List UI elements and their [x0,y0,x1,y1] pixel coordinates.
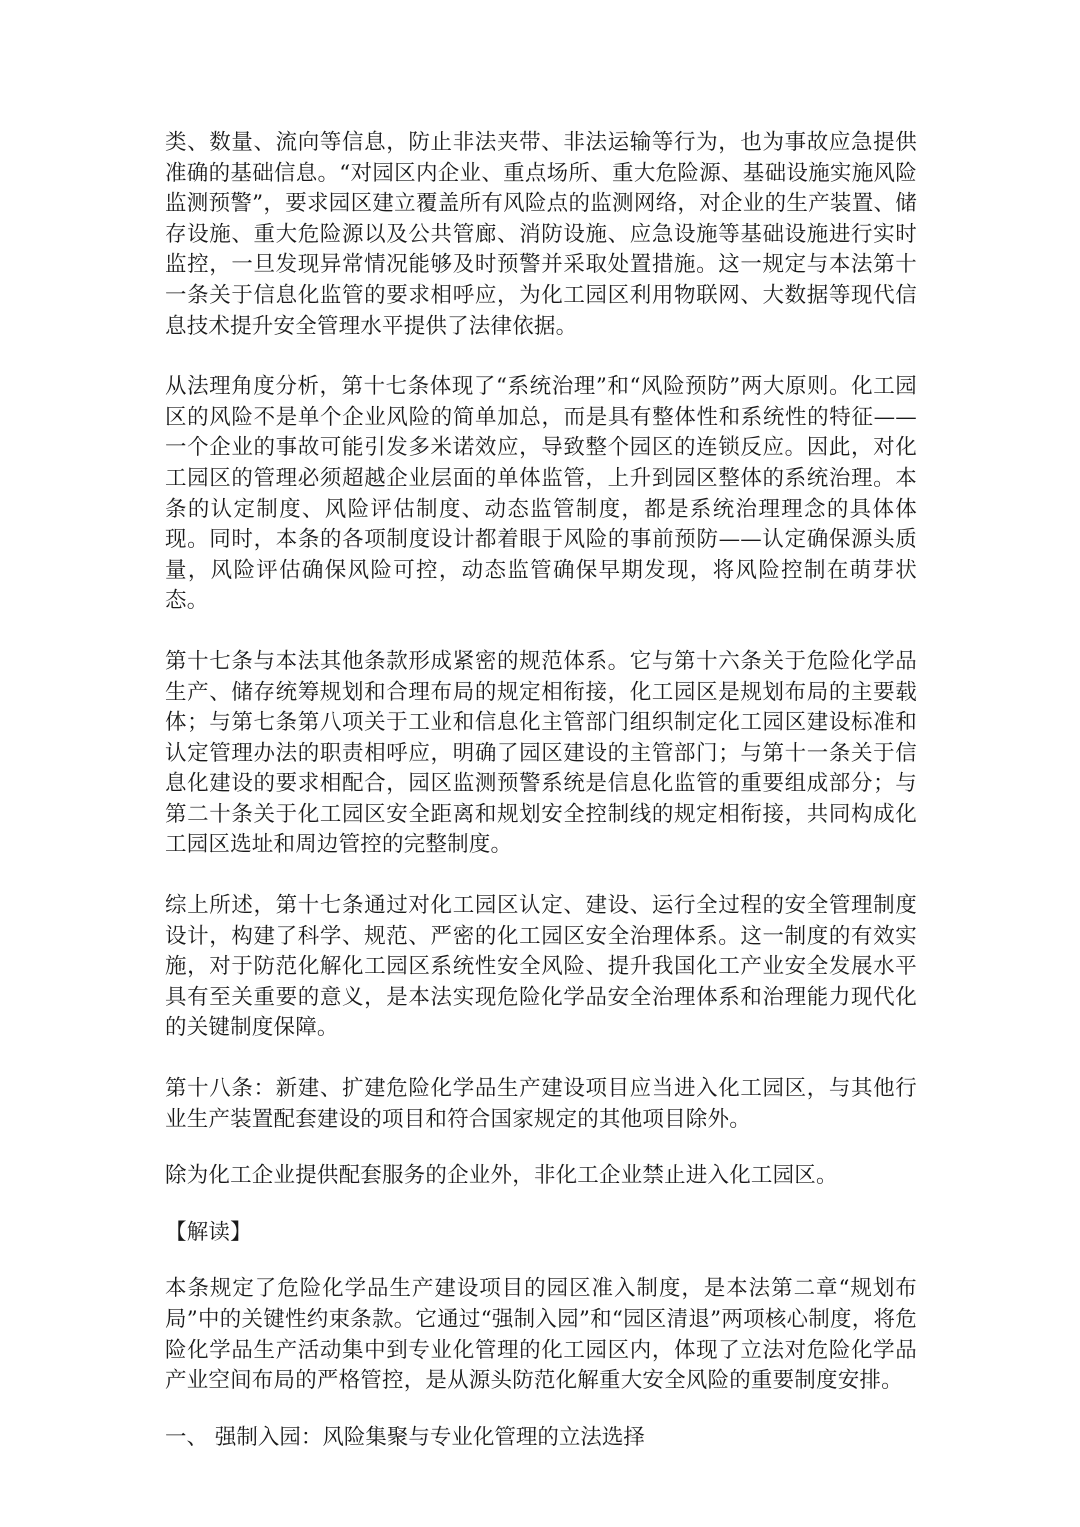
paragraph-norm-system: 第十七条与本法其他条款形成紧密的规范体系。它与第十六条关于危险化学品生产、储存统筹规划和合理布局的规定相衔接，化工园区是规划布局的主要载体；与第七条第八项关于工业和信息化主管部门组织制定化工园区建设标准和认定管理办法的职责相呼应，明确了园区建设的主管部门；与第十一条关于信息化建设的要求相配合，园区监测预警系统是信息化监管的重要组成部分；与第二十条关于化工园区安全距离和规划安全控制线的规定相衔接，共同构成化工园区选址和周边管控的完整制度。 [165,648,917,858]
document-page [165,128,917,1453]
section-heading: 一、 强制入园：风险集聚与专业化管理的立法选择 [165,1424,645,1450]
article-18-clause-1: 第十八条：新建、扩建危险化学品生产建设项目应当进入化工园区，与其他行业生产装置配套建设的项目和符合国家规定的其他项目除外。 [165,1076,917,1132]
interpretation-label: 【解读】 [165,1219,252,1245]
paragraph-monitoring: 类、数量、流向等信息，防止非法夹带、非法运输等行为，也为事故应急提供准确的基础信息。“对园区内企业、重点场所、重大危险源、基础设施实施风险监测预警”，要求园区建立覆盖所有风险点的监测网络，对企业的生产装置、储存设施、重大危险源以及公共管廊、消防设施、应急设施等基础设施进行实时监控，一旦发现异常情况能够及时预警并采取处置措施。这一规定与本法第十一条关于信息化监管的要求相呼应，为化工园区利用物联网、大数据等现代信息技术提升安全管理水平提供了法律依据。 [165,130,917,339]
paragraph-legal-analysis: 从法理角度分析，第十七条体现了“系统治理”和“风险预防”两大原则。化工园区的风险不是单个企业风险的简单加总，而是具有整体性和系统性的特征——一个企业的事故可能引发多米诺效应，导致整个园区的连锁反应。因此，对化工园区的管理必须超越企业层面的单体监管，上升到园区整体的系统治理。本条的认定制度、风险评估制度、动态监管制度，都是系统治理理念的具体体现。同时，本条的各项制度设计都着眼于风险的事前预防——认定确保源头质量，风险评估确保风险可控，动态监管确保早期发现，将风险控制在萌芽状态。 [165,374,917,614]
paragraph-summary: 综上所述，第十七条通过对化工园区认定、建设、运行全过程的安全管理制度设计，构建了科学、规范、严密的化工园区安全治理体系。这一制度的有效实施，对于防范化解化工园区系统性安全风险、提升我国化工产业安全发展水平具有至关重要的意义，是本法实现危险化学品安全治理体系和治理能力现代化的关键制度保障。 [165,893,917,1041]
article-18-clause-2: 除为化工企业提供配套服务的企业外，非化工企业禁止进入化工园区。 [165,1163,838,1189]
paragraph-interpretation: 本条规定了危险化学品生产建设项目的园区准入制度，是本法第二章“规划布局”中的关键性约束条款。它通过“强制入园”和“园区清退”两项核心制度，将危险化学品生产活动集中到专业化管理的化工园区内，体现了立法对危险化学品产业空间布局的严格管控，是从源头防范化解重大安全风险的重要制度安排。 [165,1276,917,1394]
